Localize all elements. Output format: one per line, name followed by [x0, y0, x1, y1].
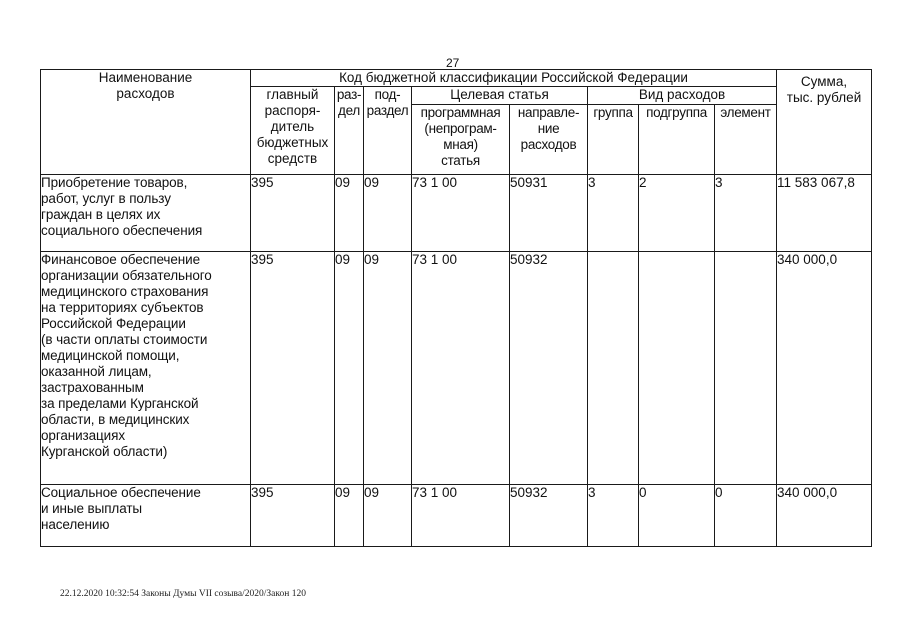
row-subsection: 09 [364, 175, 412, 252]
header-subsection: под- раздел [364, 87, 412, 175]
header-sum: Сумма, тыс. рублей [777, 70, 872, 175]
row-name: Финансовое обеспечение организации обязательного медицинского страхования на территориях субъектов Российской Федерации (в части оплаты стоимости медицинской помощи, оказанной лицам, застрахованным за пределами Курганской области, в медицинских организациях Курганской области) [41, 252, 251, 485]
row-element: 3 [715, 175, 777, 252]
table-row [41, 175, 872, 252]
row-sum: 340 000,0 [777, 252, 872, 485]
row-direction: 50931 [510, 175, 588, 252]
row-sum: 340 000,0 [777, 485, 872, 547]
header-group: группа [588, 105, 639, 175]
row-section: 09 [335, 252, 364, 485]
row-subgroup: 2 [639, 175, 715, 252]
row-subgroup [639, 252, 715, 485]
table-row [41, 485, 872, 547]
row-sum: 11 583 067,8 [777, 175, 872, 252]
header-target-article: Целевая статья [412, 87, 588, 105]
budget-table [40, 69, 872, 547]
header-subgroup: подгруппа [639, 105, 715, 175]
page-number: 27 [446, 56, 460, 70]
header-chief-manager: главный распоря- дитель бюджетных средств [251, 87, 335, 175]
header-element: элемент [715, 105, 777, 175]
header-direction: направле- ние расходов [510, 105, 588, 175]
row-chief: 395 [251, 485, 335, 547]
header-section: раз- дел [335, 87, 364, 175]
row-group: 3 [588, 175, 639, 252]
row-chief: 395 [251, 175, 335, 252]
row-program: 73 1 00 [412, 175, 510, 252]
header-expense-type: Вид расходов [588, 87, 777, 105]
table-row [41, 252, 872, 485]
row-section: 09 [335, 485, 364, 547]
header-name: Наименование расходов [41, 70, 251, 175]
row-direction: 50932 [510, 485, 588, 547]
row-subsection: 09 [364, 252, 412, 485]
row-section: 09 [335, 175, 364, 252]
row-subgroup: 0 [639, 485, 715, 547]
row-direction: 50932 [510, 252, 588, 485]
row-chief: 395 [251, 252, 335, 485]
row-name: Приобретение товаров, работ, услуг в пользу граждан в целях их социального обеспечения [41, 175, 251, 252]
header-code-group: Код бюджетной классификации Российской Федерации [251, 70, 777, 87]
row-group [588, 252, 639, 485]
row-element [715, 252, 777, 485]
row-group: 3 [588, 485, 639, 547]
row-program: 73 1 00 [412, 252, 510, 485]
row-program: 73 1 00 [412, 485, 510, 547]
header-program-article: программная (непрограм- мная) статья [412, 105, 510, 175]
row-subsection: 09 [364, 485, 412, 547]
row-name: Социальное обеспечение и иные выплаты населению [41, 485, 251, 547]
document-footer: 22.12.2020 10:32:54 Законы Думы VII созыва/2020/Закон 120 [60, 589, 306, 599]
row-element: 0 [715, 485, 777, 547]
